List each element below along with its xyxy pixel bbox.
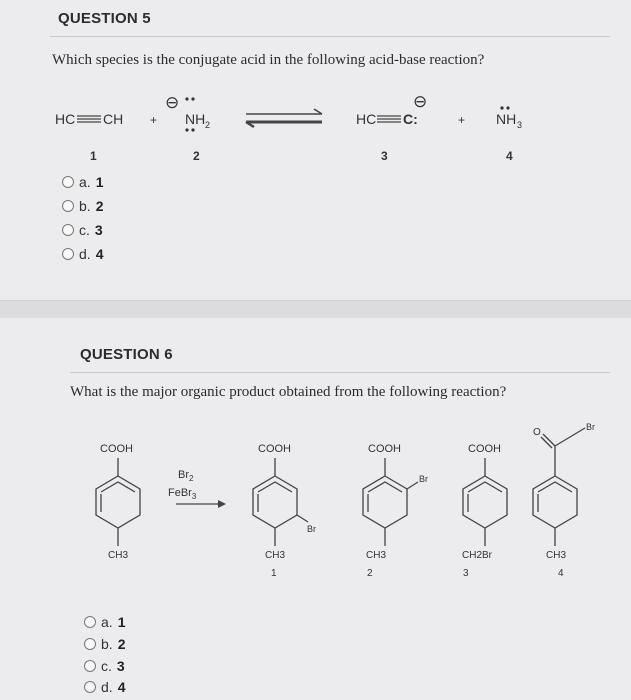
reaction-scheme	[0, 86, 631, 166]
divider	[50, 36, 610, 37]
oxygen-label: O	[533, 427, 541, 438]
q6-option-a[interactable]: a. 1	[84, 614, 125, 630]
reaction-arrow-icon	[176, 500, 226, 508]
reactant1-ch: CH	[103, 111, 124, 127]
question-6-panel	[0, 318, 631, 700]
radio-button[interactable]	[84, 616, 96, 628]
product2-nh: NH	[496, 111, 517, 127]
product-1	[253, 443, 316, 579]
q5-option-b[interactable]: b. 2	[62, 198, 103, 214]
radio-button[interactable]	[62, 224, 74, 236]
species-label-1: 1	[90, 149, 97, 163]
negative-charge-icon: ⊖	[413, 92, 428, 111]
bromo-label: Br	[419, 474, 428, 484]
q6-option-c[interactable]: c. 3	[84, 658, 125, 674]
top-group: COOH	[468, 443, 501, 455]
reagent-br2: $Br_2$	[178, 469, 194, 483]
radio-button[interactable]	[84, 660, 96, 672]
q6-option-b[interactable]: b. 2	[84, 636, 125, 652]
q5-option-d[interactable]: d. 4	[62, 246, 103, 262]
bottom-group: CH2Br	[462, 550, 493, 561]
question-5-text: Which species is the conjugate acid in the following acid-base reaction?	[52, 52, 485, 68]
top-group: COOH	[100, 443, 133, 455]
product-number: 1	[271, 568, 277, 579]
product-number: 4	[558, 568, 564, 579]
reactant2-nh: NH	[185, 111, 206, 127]
product1-c: C:	[403, 111, 418, 127]
bottom-group: CH3	[265, 550, 286, 561]
product-number: 3	[463, 568, 469, 579]
species-label-4: 4	[506, 149, 513, 163]
bottom-group: CH3	[546, 550, 567, 561]
plus-sign-1: +	[150, 113, 158, 127]
reaction-scheme-6	[0, 418, 631, 618]
question-6-title: QUESTION 6	[80, 346, 173, 363]
reagent-febr3: FeBr$_3$	[168, 487, 197, 501]
bottom-group: CH3	[108, 550, 129, 561]
radio-button[interactable]	[84, 681, 96, 693]
q5-option-a[interactable]: a. 1	[62, 174, 103, 190]
product-2	[363, 443, 428, 579]
species-label-2: 2	[193, 149, 200, 163]
product-4	[533, 422, 595, 579]
bromo-label: Br	[586, 422, 595, 432]
species-label-3: 3	[381, 149, 388, 163]
bottom-group: CH3	[366, 550, 387, 561]
reactant1-hc: HC	[55, 111, 76, 127]
product-number: 2	[367, 568, 373, 579]
divider	[70, 372, 610, 373]
plus-sign-2: +	[458, 113, 466, 127]
q5-option-c[interactable]: c. 3	[62, 222, 103, 238]
radio-button[interactable]	[62, 200, 74, 212]
bromo-label: Br	[307, 524, 316, 534]
radio-button[interactable]	[84, 638, 96, 650]
q6-option-d[interactable]: d. 4	[84, 679, 125, 695]
reactant2-sub: 2	[205, 120, 211, 130]
radio-button[interactable]	[62, 176, 74, 188]
top-group: COOH	[368, 443, 401, 455]
radio-button[interactable]	[62, 248, 74, 260]
negative-charge-icon: ⊖	[165, 93, 180, 112]
product-3	[462, 443, 507, 579]
question-6-text: What is the major organic product obtained from the following reaction?	[70, 384, 507, 400]
starting-material	[96, 443, 140, 561]
question-separator	[0, 300, 631, 320]
equilibrium-arrow-icon	[246, 109, 322, 127]
question-5-panel	[0, 0, 631, 300]
product1-hc: HC	[356, 111, 377, 127]
question-5-title: QUESTION 5	[58, 10, 151, 27]
product2-sub: 3	[517, 120, 523, 130]
top-group: COOH	[258, 443, 291, 455]
